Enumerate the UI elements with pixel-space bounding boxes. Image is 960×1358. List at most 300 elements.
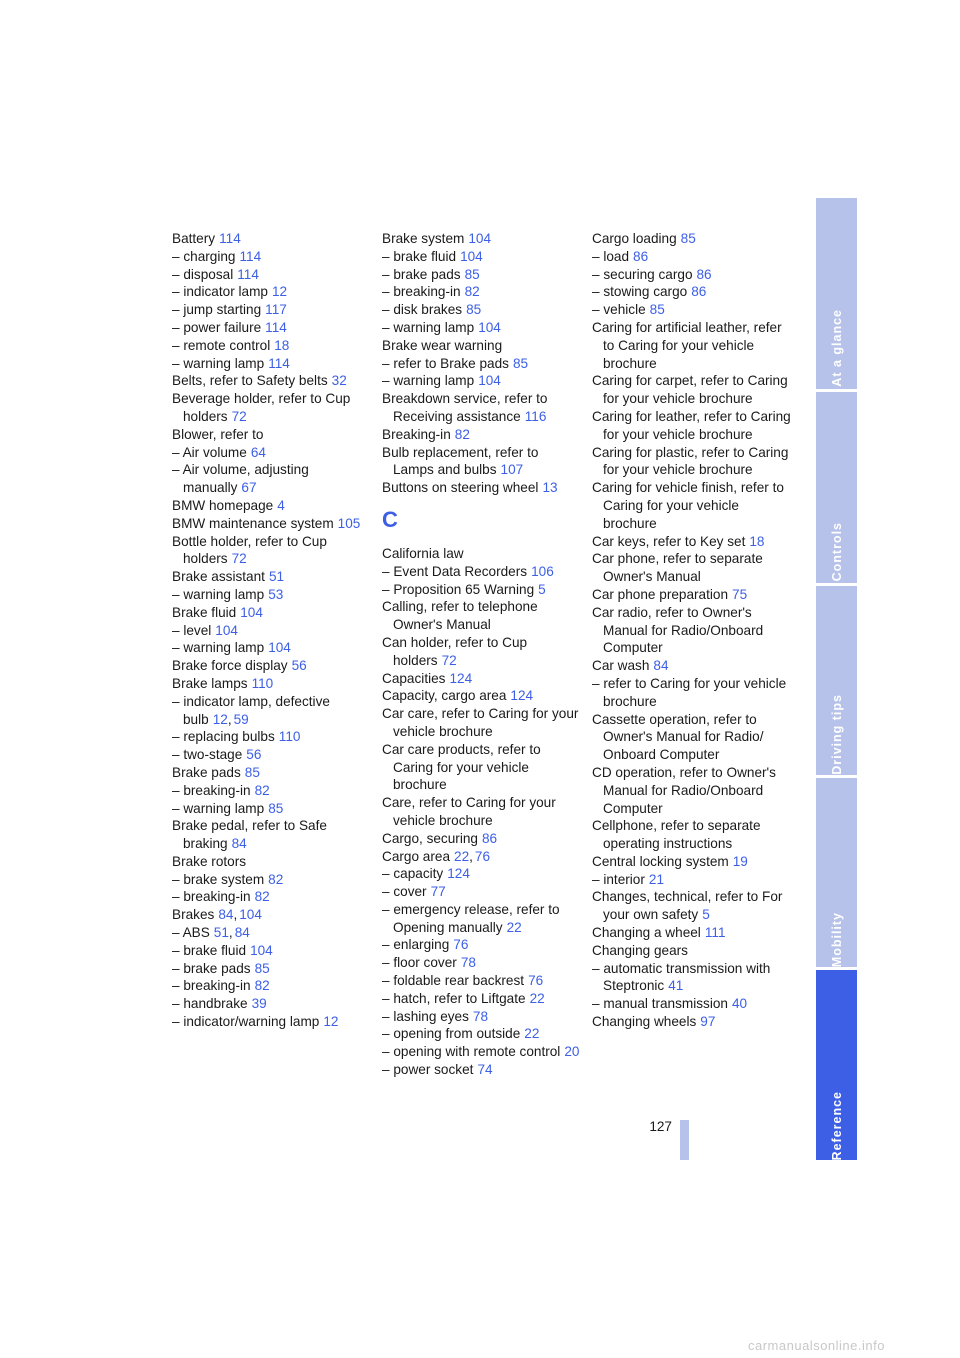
index-entry bbox=[172, 871, 372, 889]
tab-label: At a glance bbox=[829, 309, 844, 387]
index-entry bbox=[592, 586, 792, 604]
index-entry bbox=[172, 942, 372, 960]
page-reference-link[interactable]: 22 bbox=[454, 848, 470, 864]
index-entry bbox=[382, 1008, 582, 1026]
page-reference-link[interactable]: 85 bbox=[254, 960, 270, 976]
index-entry-text: – disposal bbox=[172, 266, 234, 282]
index-entry-text: – warning lamp bbox=[172, 640, 265, 656]
index-entry-text: – opening from outside bbox=[382, 1026, 521, 1042]
index-entry bbox=[382, 1025, 582, 1043]
index-entry bbox=[172, 266, 372, 284]
index-entry bbox=[592, 408, 792, 444]
page-reference-link[interactable]: 84 bbox=[653, 658, 669, 674]
index-entry-text: Changing gears bbox=[592, 942, 688, 958]
page-reference-link[interactable]: 110 bbox=[278, 729, 301, 745]
page-reference-link[interactable]: 105 bbox=[337, 515, 361, 531]
index-entry-text: Car keys, refer to Key set bbox=[592, 533, 746, 549]
page-reference-link[interactable]: 51 bbox=[213, 925, 229, 941]
index-entry-text: Buttons on steering wheel bbox=[382, 480, 539, 496]
index-entry-text: – ABS bbox=[172, 925, 210, 941]
index-entry-text: Brake pads bbox=[172, 764, 241, 780]
page-reference-link[interactable]: 4 bbox=[277, 497, 285, 513]
page-reference-link[interactable]: 106 bbox=[531, 563, 554, 579]
index-entry-text: Changes, technical, refer to For your own safety bbox=[592, 889, 783, 923]
index-entry-text: – stowing cargo bbox=[592, 284, 688, 300]
index-entry-text: Calling, refer to telephone Owner's Manual bbox=[382, 599, 538, 633]
index-entry-text: Brake wear warning bbox=[382, 337, 503, 353]
index-entry-text: Caring for artificial leather, refer to Caring for your vehicle brochure bbox=[592, 319, 782, 371]
tab-label: Controls bbox=[829, 521, 844, 581]
index-entry bbox=[592, 266, 792, 284]
page-reference-link[interactable]: 22 bbox=[524, 1026, 540, 1042]
page-reference-link[interactable]: 84 bbox=[218, 907, 234, 923]
index-entry bbox=[382, 598, 582, 634]
index-entry-text: – warning lamp bbox=[382, 319, 475, 335]
index-entry bbox=[592, 1013, 792, 1031]
index-entry bbox=[592, 764, 792, 817]
index-entry-text: – jump starting bbox=[172, 302, 262, 318]
index-entry-text: – brake fluid bbox=[382, 248, 457, 264]
page-reference-link[interactable]: 114 bbox=[237, 266, 259, 282]
index-column-2 bbox=[382, 230, 582, 1079]
index-entry bbox=[592, 248, 792, 266]
tab-mobility[interactable] bbox=[816, 778, 857, 967]
page-reference-link[interactable]: 41 bbox=[668, 978, 684, 994]
index-entry bbox=[382, 883, 582, 901]
index-entry bbox=[382, 741, 582, 794]
index-entry bbox=[592, 924, 792, 942]
index-entry bbox=[172, 675, 372, 693]
page-reference-link[interactable]: 104 bbox=[478, 319, 501, 335]
page-reference-link[interactable]: 84 bbox=[231, 836, 247, 852]
page-reference-link[interactable]: 114 bbox=[239, 248, 262, 264]
index-entry bbox=[592, 960, 792, 996]
page-reference-link[interactable]: 18 bbox=[749, 533, 765, 549]
index-entry-text: Car wash bbox=[592, 658, 650, 674]
index-entry-text: – Event Data Recorders bbox=[382, 563, 528, 579]
index-entry bbox=[172, 461, 372, 497]
index-entry-text: Brake assistant bbox=[172, 569, 265, 585]
index-entry bbox=[172, 639, 372, 657]
index-entry bbox=[172, 853, 372, 871]
index-entry-text: Brake rotors bbox=[172, 853, 247, 869]
index-entry bbox=[592, 372, 792, 408]
watermark-text: carmanualsonline.info bbox=[748, 1338, 885, 1353]
tab-at-a-glance[interactable] bbox=[816, 198, 857, 387]
index-entry-text: CD operation, refer to Owner's Manual for Radio/Onboard Computer bbox=[592, 764, 776, 816]
index-entry bbox=[592, 301, 792, 319]
index-entry bbox=[382, 444, 582, 480]
page-reference-link[interactable]: 114 bbox=[268, 355, 290, 371]
index-entry bbox=[382, 283, 582, 301]
page-reference-link[interactable]: 39 bbox=[251, 996, 267, 1012]
page-reference-link[interactable]: 85 bbox=[268, 800, 284, 816]
index-entry bbox=[592, 711, 792, 764]
index-entry-text: – emergency release, refer to Opening manually bbox=[382, 901, 560, 935]
index-entry-text: Cellphone, refer to separate operating instructions bbox=[592, 818, 761, 852]
page-reference-link[interactable]: 82 bbox=[254, 782, 270, 798]
index-entry-text: – enlarging bbox=[382, 937, 450, 953]
index-entry-text: – warning lamp bbox=[172, 800, 265, 816]
index-entry-text: – refer to Caring for your vehicle brochure bbox=[592, 675, 787, 709]
index-entry: Brakes 84, 104 bbox=[172, 907, 262, 923]
index-entry-text: – foldable rear backrest bbox=[382, 973, 525, 989]
page-reference-link[interactable]: 104 bbox=[478, 373, 501, 389]
page-reference-link[interactable]: 82 bbox=[464, 284, 480, 300]
page-reference-link[interactable]: 72 bbox=[441, 652, 457, 668]
index-entry bbox=[172, 533, 372, 569]
page-reference-link[interactable]: 82 bbox=[254, 978, 270, 994]
index-entry-text: – charging bbox=[172, 248, 236, 264]
section-sidebar bbox=[816, 198, 857, 1160]
index-entry-text: – breaking-in bbox=[172, 889, 251, 905]
index-entry bbox=[172, 515, 372, 533]
index-entry bbox=[172, 497, 372, 515]
index-entry bbox=[382, 794, 582, 830]
index-entry-text: – power failure bbox=[172, 319, 262, 335]
page-reference-link[interactable]: 104 bbox=[468, 231, 492, 246]
index-entry-text: – load bbox=[592, 248, 630, 264]
index-entry bbox=[172, 426, 372, 444]
index-entry bbox=[382, 901, 582, 937]
index-column-3 bbox=[592, 230, 792, 1031]
index-entry-text: Brake fluid bbox=[172, 604, 237, 620]
tab-label: Reference bbox=[829, 1090, 844, 1160]
tab-reference[interactable] bbox=[816, 970, 857, 1160]
page-reference-link[interactable]: 111 bbox=[704, 925, 726, 941]
index-entry-text: Changing wheels bbox=[592, 1014, 697, 1030]
page-reference-link[interactable]: 82 bbox=[268, 871, 284, 887]
index-entry bbox=[172, 764, 372, 782]
index-entry bbox=[382, 687, 582, 705]
page-reference-link[interactable]: 56 bbox=[291, 658, 307, 674]
index-column-1 bbox=[172, 230, 372, 1031]
page-reference-link[interactable]: 85 bbox=[512, 355, 529, 371]
page-reference-link[interactable]: 22 bbox=[506, 919, 522, 935]
index-entry-text: – refer to Brake pads bbox=[382, 355, 509, 371]
page-reference-link[interactable]: 20 bbox=[564, 1044, 580, 1060]
index-entry-text: Breakdown service, refer to Receiving assistance bbox=[382, 391, 548, 424]
index-entry bbox=[592, 995, 792, 1013]
page-reference-link[interactable]: 124 bbox=[510, 688, 534, 704]
page-reference-link[interactable]: 56 bbox=[246, 747, 262, 763]
page-reference-link[interactable]: 85 bbox=[464, 266, 480, 282]
index-entry-text: Brake force display bbox=[172, 658, 288, 674]
index-entry bbox=[382, 972, 582, 990]
page-reference-link[interactable]: 86 bbox=[691, 284, 707, 300]
page-reference-link[interactable]: 104 bbox=[239, 907, 262, 923]
index-entry bbox=[172, 319, 372, 337]
index-entry-text: Central locking system bbox=[592, 853, 729, 869]
index-entry bbox=[172, 586, 372, 604]
index-entry-text: – lashing eyes bbox=[382, 1008, 469, 1024]
page-reference-link[interactable]: 76 bbox=[528, 973, 544, 989]
index-entry bbox=[382, 230, 582, 248]
index-entry bbox=[382, 634, 582, 670]
index-entry-text: Car care products, refer to Caring for your vehicle brochure bbox=[382, 741, 541, 793]
index-entry-text: – power socket bbox=[382, 1062, 474, 1078]
index-entry-text: – manual transmission bbox=[592, 996, 728, 1012]
index-entry bbox=[172, 283, 372, 301]
index-entry-text: Brakes bbox=[172, 907, 215, 923]
index-entry-text: – automatic transmission with Steptronic bbox=[592, 960, 771, 994]
page-reference-link[interactable]: 78 bbox=[472, 1008, 489, 1024]
index-entry-text: – remote control bbox=[172, 337, 271, 353]
page-reference-link[interactable]: 85 bbox=[649, 302, 665, 318]
index-entry-text: – Air volume, adjusting manually bbox=[172, 462, 309, 496]
index-entry-text: – Air volume bbox=[172, 444, 247, 460]
index-entry-text: – Proposition 65 Warning bbox=[382, 581, 535, 597]
index-entry-text: Bulb replacement, refer to Lamps and bulbs bbox=[382, 444, 539, 478]
index-entry bbox=[172, 888, 372, 906]
index-entry bbox=[592, 871, 792, 889]
index-entry-text: – brake pads bbox=[172, 960, 251, 976]
page-reference-link[interactable]: 5 bbox=[538, 581, 546, 597]
index-entry bbox=[382, 390, 582, 426]
index-entry-text: – breaking-in bbox=[172, 782, 251, 798]
index-entry-text: Cargo loading bbox=[592, 231, 677, 246]
page-number-bar bbox=[680, 1120, 689, 1160]
index-entry bbox=[172, 568, 372, 586]
page-reference-link[interactable]: 75 bbox=[732, 586, 748, 602]
page-reference-link[interactable]: 13 bbox=[542, 480, 558, 496]
index-entry bbox=[172, 977, 372, 995]
page-reference-link[interactable]: 76 bbox=[474, 848, 491, 864]
page-reference-link[interactable]: 76 bbox=[453, 937, 469, 953]
index-entry-text: – replacing bulbs bbox=[172, 729, 275, 745]
index-entry-text: Capacity, cargo area bbox=[382, 688, 507, 704]
index-entry bbox=[592, 319, 792, 372]
index-entry-text: – two-stage bbox=[172, 747, 243, 763]
page-reference-link[interactable]: 85 bbox=[466, 302, 482, 318]
page-reference-link[interactable]: 72 bbox=[231, 408, 247, 424]
page-reference-link[interactable]: 12 bbox=[271, 284, 288, 300]
index-entry bbox=[382, 670, 582, 688]
index-entry bbox=[172, 301, 372, 319]
index-entry-text: California law bbox=[382, 545, 464, 561]
index-entry bbox=[172, 372, 372, 390]
page-reference-link[interactable]: 104 bbox=[250, 942, 273, 958]
index-entry-text: – vehicle bbox=[592, 302, 646, 318]
index-entry bbox=[172, 728, 372, 746]
index-entry-text: – brake system bbox=[172, 871, 265, 887]
index-entry-text: – handbrake bbox=[172, 996, 248, 1012]
page-reference-link[interactable]: 21 bbox=[648, 871, 665, 887]
index-entry-text: Changing a wheel bbox=[592, 925, 701, 941]
index-entry-text: Caring for carpet, refer to Caring for your vehicle brochure bbox=[592, 373, 788, 407]
index-entry-text: – brake fluid bbox=[172, 942, 247, 958]
tab-label: Mobility bbox=[829, 911, 844, 967]
index-entry bbox=[382, 865, 582, 883]
index-entry-text: Blower, refer to bbox=[172, 426, 264, 442]
index-entry-text: Car care, refer to Caring for your vehicle brochure bbox=[382, 706, 579, 739]
page-reference-link[interactable]: 117 bbox=[265, 302, 287, 318]
index-entry bbox=[382, 563, 582, 581]
index-entry: – indicator lamp, defective bulb 12, 59 bbox=[172, 693, 330, 727]
index-entry-text: Breaking-in bbox=[382, 426, 451, 442]
index-entry-text: BMW maintenance system bbox=[172, 515, 334, 531]
index-entry bbox=[592, 604, 792, 657]
page-reference-link[interactable]: 86 bbox=[696, 266, 712, 282]
page-reference-link[interactable]: 107 bbox=[500, 462, 524, 478]
index-entry-text: Capacities bbox=[382, 670, 446, 686]
index-entry bbox=[172, 746, 372, 764]
index-entry-text: – hatch, refer to Liftgate bbox=[382, 990, 526, 1006]
index-entry bbox=[172, 622, 372, 640]
index-entry-text: Beverage holder, refer to Cup holders bbox=[172, 391, 351, 424]
page-reference-link[interactable]: 77 bbox=[430, 884, 446, 900]
tab-driving-tips[interactable] bbox=[816, 586, 857, 775]
page-reference-link[interactable]: 86 bbox=[481, 830, 498, 846]
page-reference-link[interactable]: 12 bbox=[212, 711, 228, 727]
index-entry bbox=[382, 248, 582, 266]
page-reference-link[interactable]: 5 bbox=[702, 907, 710, 923]
index-entry-text: – warning lamp bbox=[382, 373, 475, 389]
index-entry-text: – warning lamp bbox=[172, 355, 265, 371]
page-reference-link[interactable]: 19 bbox=[732, 853, 748, 869]
index-entry-text: Caring for plastic, refer to Caring for your vehicle brochure bbox=[592, 444, 789, 478]
index-entry-text: – level bbox=[172, 622, 212, 638]
index-entry-text: Brake pedal, refer to Safe braking bbox=[172, 818, 327, 852]
page-reference-link[interactable]: 85 bbox=[680, 231, 696, 246]
index-entry bbox=[592, 230, 792, 248]
index-entry-text: Bottle holder, refer to Cup holders bbox=[172, 533, 327, 567]
index-entry: Cargo area 22, 76 bbox=[382, 848, 491, 864]
page-reference-link[interactable]: 72 bbox=[231, 551, 247, 567]
index-entry bbox=[172, 337, 372, 355]
index-entry bbox=[172, 355, 372, 373]
page-reference-link[interactable]: 116 bbox=[524, 408, 547, 424]
page-reference-link[interactable]: 114 bbox=[219, 231, 241, 246]
page-reference-link[interactable]: 114 bbox=[265, 319, 287, 335]
page-reference-link[interactable]: 97 bbox=[700, 1014, 716, 1030]
page-reference-link[interactable]: 104 bbox=[215, 622, 238, 638]
page-reference-link[interactable]: 124 bbox=[449, 670, 473, 686]
index-entry-text: – disk brakes bbox=[382, 302, 463, 318]
index-entry bbox=[592, 479, 792, 532]
index-entry bbox=[172, 995, 372, 1013]
page-reference-link[interactable]: 67 bbox=[241, 480, 257, 496]
index-entry bbox=[382, 266, 582, 284]
page-reference-link[interactable]: 78 bbox=[460, 955, 476, 971]
index-entry-text: Caring for leather, refer to Caring for your vehicle brochure bbox=[592, 408, 791, 442]
index-entry bbox=[592, 283, 792, 301]
index-entry bbox=[592, 853, 792, 871]
index-entry-text: Cargo area bbox=[382, 848, 451, 864]
index-entry bbox=[382, 301, 582, 319]
tab-label: Driving tips bbox=[829, 694, 844, 775]
page-reference-link[interactable]: 32 bbox=[331, 373, 347, 389]
index-entry-text: – breaking-in bbox=[382, 284, 461, 300]
index-entry bbox=[172, 604, 372, 622]
page-reference-link[interactable]: 82 bbox=[254, 889, 270, 905]
index-entry bbox=[382, 990, 582, 1008]
index-entry-text: Cassette operation, refer to Owner's Manual for Radio/ Onboard Computer bbox=[592, 711, 764, 763]
tab-controls[interactable] bbox=[816, 392, 857, 581]
page-number: 127 bbox=[649, 1119, 672, 1134]
index-entry-text: Brake lamps bbox=[172, 675, 248, 691]
index-entry-text: Car radio, refer to Owner's Manual for Radio/Onboard Computer bbox=[592, 604, 764, 656]
index-entry bbox=[172, 817, 372, 853]
page-reference-link[interactable]: 104 bbox=[460, 248, 483, 264]
index-entry bbox=[592, 533, 792, 551]
index-entry-text: – interior bbox=[592, 871, 645, 887]
index-entry bbox=[172, 444, 372, 462]
index-entry bbox=[382, 705, 582, 741]
page-reference-link[interactable]: 64 bbox=[250, 444, 266, 460]
index-entry bbox=[382, 830, 582, 848]
page-reference-link[interactable]: 59 bbox=[233, 711, 249, 727]
index-entry bbox=[382, 372, 582, 390]
page-reference-link[interactable]: 40 bbox=[732, 996, 748, 1012]
index-entry bbox=[382, 426, 582, 444]
page-reference-link[interactable]: 104 bbox=[268, 640, 291, 656]
index-entry-text: – warning lamp bbox=[172, 586, 265, 602]
index-entry bbox=[172, 230, 372, 248]
page-reference-link[interactable]: 124 bbox=[447, 866, 470, 882]
index-entry bbox=[382, 319, 582, 337]
page-reference-link[interactable]: 53 bbox=[268, 586, 284, 602]
index-entry-text: – indicator lamp, defective bulb bbox=[172, 693, 330, 727]
page-reference-link[interactable]: 86 bbox=[633, 248, 649, 264]
index-entry bbox=[172, 800, 372, 818]
index-entry-text: – capacity bbox=[382, 866, 444, 882]
index-entry bbox=[172, 1013, 372, 1031]
index-entry bbox=[592, 817, 792, 853]
page-reference-link[interactable]: 104 bbox=[240, 604, 263, 620]
index-entry-text: Car phone, refer to separate Owner's Manual bbox=[592, 551, 763, 585]
index-entry bbox=[382, 581, 582, 599]
index-entry: – ABS 51, 84 bbox=[172, 925, 250, 941]
index-entry-text: – indicator lamp bbox=[172, 284, 268, 300]
index-letter-heading: C bbox=[382, 506, 398, 532]
index-entry bbox=[592, 942, 792, 960]
index-entry-text: – breaking-in bbox=[172, 978, 251, 994]
index-entry-text: Car phone preparation bbox=[592, 586, 729, 602]
index-entry-text: – opening with remote control bbox=[382, 1044, 561, 1060]
index-entry-text: – brake pads bbox=[382, 266, 461, 282]
index-entry-text: – indicator/warning lamp bbox=[172, 1014, 320, 1030]
index-entry-text: Belts, refer to Safety belts bbox=[172, 373, 328, 389]
index-entry bbox=[382, 337, 582, 355]
page-reference-link[interactable]: 12 bbox=[323, 1014, 339, 1030]
page-reference-link[interactable]: 110 bbox=[251, 675, 274, 691]
index-entry-text: – cover bbox=[382, 884, 427, 900]
index-entry bbox=[382, 545, 582, 563]
index-entry-text: – floor cover bbox=[382, 955, 457, 971]
page-reference-link[interactable]: 51 bbox=[268, 569, 285, 585]
index-entry bbox=[592, 444, 792, 480]
page-reference-link[interactable]: 18 bbox=[274, 337, 290, 353]
index-entry bbox=[382, 954, 582, 972]
index-entry bbox=[172, 960, 372, 978]
index-entry bbox=[172, 390, 372, 426]
page-reference-link[interactable]: 82 bbox=[454, 426, 470, 442]
index-entry bbox=[382, 936, 582, 954]
page-reference-link[interactable]: 85 bbox=[244, 764, 260, 780]
index-entry bbox=[382, 479, 582, 497]
index-entry bbox=[382, 1043, 582, 1061]
index-entry bbox=[172, 248, 372, 266]
page-reference-link[interactable]: 22 bbox=[529, 990, 545, 1006]
index-entry-text: Can holder, refer to Cup holders bbox=[382, 634, 528, 668]
page-reference-link[interactable]: 84 bbox=[234, 925, 250, 941]
index-entry bbox=[592, 888, 792, 924]
index-entry-text: BMW homepage bbox=[172, 497, 274, 513]
index-entry-text: – securing cargo bbox=[592, 266, 693, 282]
page-reference-link[interactable]: 74 bbox=[477, 1062, 493, 1078]
index-entry bbox=[592, 675, 792, 711]
